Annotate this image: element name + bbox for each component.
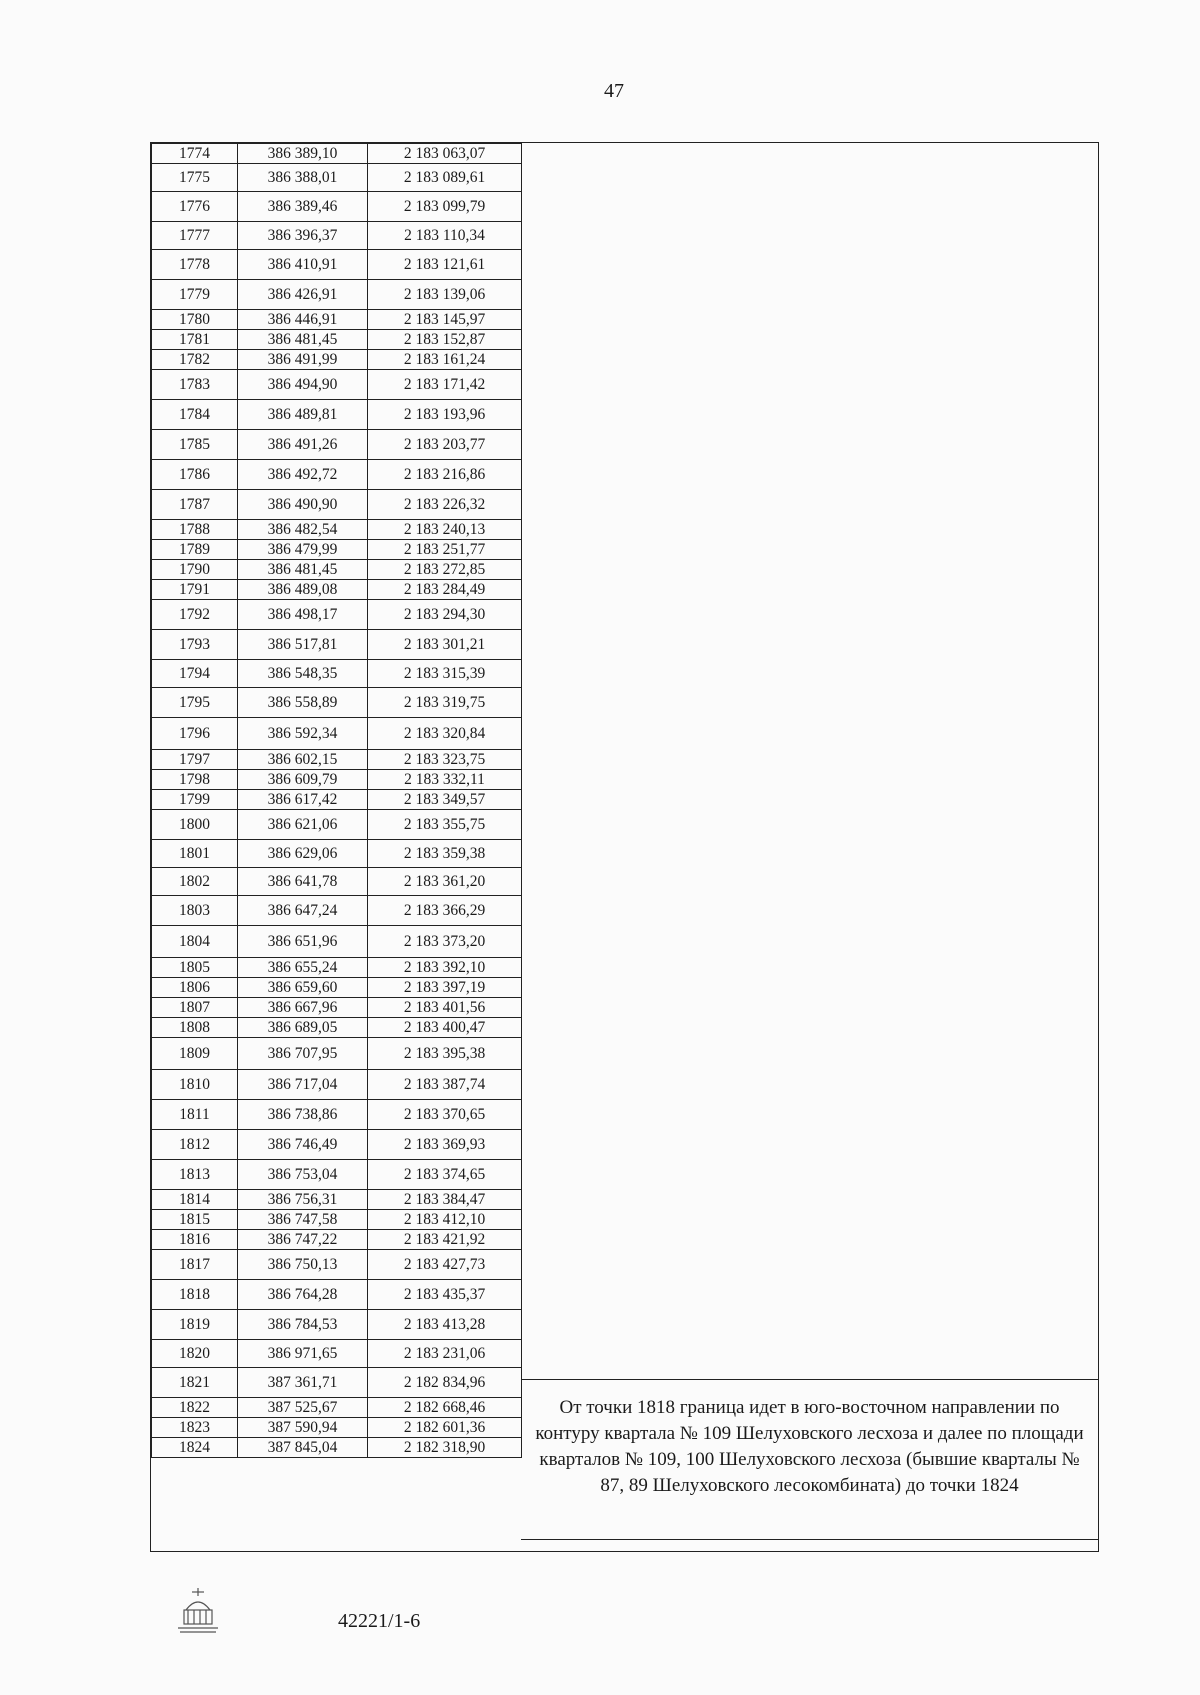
x-coordinate-cell: 386 548,35	[238, 660, 368, 688]
x-coordinate-cell: 386 396,37	[238, 222, 368, 250]
table-row	[152, 1160, 522, 1190]
x-coordinate-cell: 386 410,91	[238, 250, 368, 280]
x-coordinate-cell: 386 764,28	[238, 1280, 368, 1310]
x-coordinate-cell: 386 756,31	[238, 1190, 368, 1210]
x-coordinate-cell: 386 490,90	[238, 490, 368, 520]
x-coordinate-cell: 386 641,78	[238, 868, 368, 896]
y-coordinate-cell: 2 182 668,46	[368, 1398, 522, 1418]
x-coordinate-cell: 386 426,91	[238, 280, 368, 310]
x-coordinate-cell: 387 590,94	[238, 1418, 368, 1438]
x-coordinate-cell: 386 482,54	[238, 520, 368, 540]
table-row	[152, 350, 522, 370]
x-coordinate-cell: 386 481,45	[238, 560, 368, 580]
point-number-cell: 1793	[152, 630, 238, 660]
table-row	[152, 790, 522, 810]
point-number-cell: 1813	[152, 1160, 238, 1190]
coordinates-table	[151, 143, 522, 1458]
table-row	[152, 310, 522, 330]
point-number-cell: 1823	[152, 1418, 238, 1438]
x-coordinate-cell: 386 738,86	[238, 1100, 368, 1130]
coordinates-table-body	[152, 144, 522, 1458]
table-row	[152, 1210, 522, 1230]
point-number-cell: 1824	[152, 1438, 238, 1458]
table-row	[152, 1250, 522, 1280]
y-coordinate-cell: 2 183 320,84	[368, 718, 522, 750]
table-row	[152, 1310, 522, 1340]
table-row	[152, 1018, 522, 1038]
table-row	[152, 560, 522, 580]
point-number-cell: 1815	[152, 1210, 238, 1230]
table-row	[152, 1070, 522, 1100]
table-row	[152, 770, 522, 790]
point-number-cell: 1821	[152, 1368, 238, 1398]
y-coordinate-cell: 2 183 121,61	[368, 250, 522, 280]
table-row	[152, 430, 522, 460]
x-coordinate-cell: 386 558,89	[238, 688, 368, 718]
point-number-cell: 1805	[152, 958, 238, 978]
y-coordinate-cell: 2 183 361,20	[368, 868, 522, 896]
x-coordinate-cell: 386 498,17	[238, 600, 368, 630]
y-coordinate-cell: 2 183 384,47	[368, 1190, 522, 1210]
point-number-cell: 1777	[152, 222, 238, 250]
table-row	[152, 1368, 522, 1398]
point-number-cell: 1817	[152, 1250, 238, 1280]
y-coordinate-cell: 2 183 231,06	[368, 1340, 522, 1368]
y-coordinate-cell: 2 183 427,73	[368, 1250, 522, 1280]
document-code: 42221/1-6	[338, 1610, 421, 1632]
page-number: 47	[604, 80, 624, 102]
coordinates-sheet	[150, 142, 1099, 1552]
x-coordinate-cell: 386 388,01	[238, 164, 368, 192]
y-coordinate-cell: 2 183 366,29	[368, 896, 522, 926]
y-coordinate-cell: 2 183 359,38	[368, 840, 522, 868]
y-coordinate-cell: 2 183 171,42	[368, 370, 522, 400]
x-coordinate-cell: 386 617,42	[238, 790, 368, 810]
point-number-cell: 1822	[152, 1398, 238, 1418]
y-coordinate-cell: 2 183 397,19	[368, 978, 522, 998]
point-number-cell: 1814	[152, 1190, 238, 1210]
y-coordinate-cell: 2 183 369,93	[368, 1130, 522, 1160]
y-coordinate-cell: 2 183 272,85	[368, 560, 522, 580]
point-number-cell: 1788	[152, 520, 238, 540]
x-coordinate-cell: 386 517,81	[238, 630, 368, 660]
x-coordinate-cell: 386 717,04	[238, 1070, 368, 1100]
y-coordinate-cell: 2 183 401,56	[368, 998, 522, 1018]
table-row	[152, 490, 522, 520]
point-number-cell: 1791	[152, 580, 238, 600]
x-coordinate-cell: 386 747,22	[238, 1230, 368, 1250]
y-coordinate-cell: 2 183 323,75	[368, 750, 522, 770]
x-coordinate-cell: 386 655,24	[238, 958, 368, 978]
point-number-cell: 1781	[152, 330, 238, 350]
point-number-cell: 1801	[152, 840, 238, 868]
y-coordinate-cell: 2 183 355,75	[368, 810, 522, 840]
x-coordinate-cell: 386 753,04	[238, 1160, 368, 1190]
table-row	[152, 810, 522, 840]
x-coordinate-cell: 386 659,60	[238, 978, 368, 998]
y-coordinate-cell: 2 183 374,65	[368, 1160, 522, 1190]
y-coordinate-cell: 2 183 319,75	[368, 688, 522, 718]
point-number-cell: 1812	[152, 1130, 238, 1160]
x-coordinate-cell: 386 491,26	[238, 430, 368, 460]
point-number-cell: 1819	[152, 1310, 238, 1340]
table-row	[152, 600, 522, 630]
table-row	[152, 192, 522, 222]
table-row	[152, 400, 522, 430]
boundary-description: От точки 1818 граница идет в юго-восточном направлении по контуру квартала № 109 Шелуховского лесхоза и далее по площади кварталов № 109, 100 Шелуховского лесхоза (бывшие кварталы № 87, 89 Шелуховского лесокомбината) до точки 1824	[535, 1397, 1084, 1496]
point-number-cell: 1818	[152, 1280, 238, 1310]
point-number-cell: 1795	[152, 688, 238, 718]
table-row	[152, 1190, 522, 1210]
point-number-cell: 1776	[152, 192, 238, 222]
point-number-cell: 1806	[152, 978, 238, 998]
table-row	[152, 1130, 522, 1160]
y-coordinate-cell: 2 183 387,74	[368, 1070, 522, 1100]
point-number-cell: 1798	[152, 770, 238, 790]
table-row	[152, 370, 522, 400]
x-coordinate-cell: 386 592,34	[238, 718, 368, 750]
table-row	[152, 222, 522, 250]
stamp-logo-icon	[170, 1584, 226, 1638]
table-row	[152, 1398, 522, 1418]
y-coordinate-cell: 2 182 834,96	[368, 1368, 522, 1398]
point-number-cell: 1807	[152, 998, 238, 1018]
y-coordinate-cell: 2 183 395,38	[368, 1038, 522, 1070]
x-coordinate-cell: 386 389,46	[238, 192, 368, 222]
point-number-cell: 1775	[152, 164, 238, 192]
table-row	[152, 164, 522, 192]
table-row	[152, 1280, 522, 1310]
x-coordinate-cell: 386 750,13	[238, 1250, 368, 1280]
y-coordinate-cell: 2 183 421,92	[368, 1230, 522, 1250]
y-coordinate-cell: 2 183 203,77	[368, 430, 522, 460]
table-row	[152, 540, 522, 560]
y-coordinate-cell: 2 183 373,20	[368, 926, 522, 958]
y-coordinate-cell: 2 183 152,87	[368, 330, 522, 350]
x-coordinate-cell: 386 747,58	[238, 1210, 368, 1230]
table-row	[152, 958, 522, 978]
x-coordinate-cell: 386 389,10	[238, 144, 368, 164]
point-number-cell: 1804	[152, 926, 238, 958]
x-coordinate-cell: 386 689,05	[238, 1018, 368, 1038]
point-number-cell: 1800	[152, 810, 238, 840]
x-coordinate-cell: 386 492,72	[238, 460, 368, 490]
x-coordinate-cell: 387 845,04	[238, 1438, 368, 1458]
point-number-cell: 1780	[152, 310, 238, 330]
x-coordinate-cell: 386 489,08	[238, 580, 368, 600]
y-coordinate-cell: 2 183 301,21	[368, 630, 522, 660]
table-row	[152, 1230, 522, 1250]
table-row	[152, 1438, 522, 1458]
y-coordinate-cell: 2 182 601,36	[368, 1418, 522, 1438]
y-coordinate-cell: 2 183 332,11	[368, 770, 522, 790]
x-coordinate-cell: 386 494,90	[238, 370, 368, 400]
table-row	[152, 660, 522, 688]
point-number-cell: 1786	[152, 460, 238, 490]
table-row	[152, 688, 522, 718]
point-number-cell: 1782	[152, 350, 238, 370]
table-row	[152, 460, 522, 490]
table-row	[152, 718, 522, 750]
table-row	[152, 250, 522, 280]
point-number-cell: 1799	[152, 790, 238, 810]
point-number-cell: 1803	[152, 896, 238, 926]
y-coordinate-cell: 2 183 139,06	[368, 280, 522, 310]
x-coordinate-cell: 386 479,99	[238, 540, 368, 560]
y-coordinate-cell: 2 183 370,65	[368, 1100, 522, 1130]
x-coordinate-cell: 386 602,15	[238, 750, 368, 770]
point-number-cell: 1808	[152, 1018, 238, 1038]
point-number-cell: 1779	[152, 280, 238, 310]
point-number-cell: 1785	[152, 430, 238, 460]
y-coordinate-cell: 2 183 284,49	[368, 580, 522, 600]
y-coordinate-cell: 2 183 251,77	[368, 540, 522, 560]
table-row	[152, 896, 522, 926]
table-row	[152, 978, 522, 998]
point-number-cell: 1796	[152, 718, 238, 750]
table-row	[152, 998, 522, 1018]
table-row	[152, 144, 522, 164]
y-coordinate-cell: 2 183 161,24	[368, 350, 522, 370]
point-number-cell: 1809	[152, 1038, 238, 1070]
y-coordinate-cell: 2 183 089,61	[368, 164, 522, 192]
point-number-cell: 1787	[152, 490, 238, 520]
x-coordinate-cell: 386 491,99	[238, 350, 368, 370]
point-number-cell: 1778	[152, 250, 238, 280]
point-number-cell: 1789	[152, 540, 238, 560]
y-coordinate-cell: 2 183 435,37	[368, 1280, 522, 1310]
y-coordinate-cell: 2 183 110,34	[368, 222, 522, 250]
table-row	[152, 330, 522, 350]
x-coordinate-cell: 386 621,06	[238, 810, 368, 840]
point-number-cell: 1790	[152, 560, 238, 580]
x-coordinate-cell: 386 651,96	[238, 926, 368, 958]
x-coordinate-cell: 386 446,91	[238, 310, 368, 330]
table-row	[152, 630, 522, 660]
table-row	[152, 1418, 522, 1438]
description-bottom-rule	[521, 1539, 1098, 1540]
x-coordinate-cell: 386 489,81	[238, 400, 368, 430]
point-number-cell: 1783	[152, 370, 238, 400]
table-row	[152, 1340, 522, 1368]
table-row	[152, 868, 522, 896]
point-number-cell: 1797	[152, 750, 238, 770]
y-coordinate-cell: 2 183 145,97	[368, 310, 522, 330]
point-number-cell: 1792	[152, 600, 238, 630]
x-coordinate-cell: 386 481,45	[238, 330, 368, 350]
x-coordinate-cell: 386 629,06	[238, 840, 368, 868]
y-coordinate-cell: 2 183 226,32	[368, 490, 522, 520]
table-row	[152, 926, 522, 958]
point-number-cell: 1820	[152, 1340, 238, 1368]
x-coordinate-cell: 386 707,95	[238, 1038, 368, 1070]
y-coordinate-cell: 2 183 349,57	[368, 790, 522, 810]
table-row	[152, 840, 522, 868]
y-coordinate-cell: 2 183 193,96	[368, 400, 522, 430]
y-coordinate-cell: 2 183 412,10	[368, 1210, 522, 1230]
x-coordinate-cell: 386 784,53	[238, 1310, 368, 1340]
x-coordinate-cell: 386 647,24	[238, 896, 368, 926]
point-number-cell: 1811	[152, 1100, 238, 1130]
table-row	[152, 580, 522, 600]
table-row	[152, 280, 522, 310]
point-number-cell: 1802	[152, 868, 238, 896]
description-top-rule	[521, 1379, 1098, 1380]
table-row	[152, 520, 522, 540]
y-coordinate-cell: 2 182 318,90	[368, 1438, 522, 1458]
x-coordinate-cell: 386 746,49	[238, 1130, 368, 1160]
y-coordinate-cell: 2 183 400,47	[368, 1018, 522, 1038]
x-coordinate-cell: 387 525,67	[238, 1398, 368, 1418]
table-row	[152, 1038, 522, 1070]
x-coordinate-cell: 386 667,96	[238, 998, 368, 1018]
y-coordinate-cell: 2 183 392,10	[368, 958, 522, 978]
x-coordinate-cell: 387 361,71	[238, 1368, 368, 1398]
table-row	[152, 750, 522, 770]
y-coordinate-cell: 2 183 099,79	[368, 192, 522, 222]
y-coordinate-cell: 2 183 315,39	[368, 660, 522, 688]
point-number-cell: 1810	[152, 1070, 238, 1100]
x-coordinate-cell: 386 971,65	[238, 1340, 368, 1368]
point-number-cell: 1784	[152, 400, 238, 430]
y-coordinate-cell: 2 183 216,86	[368, 460, 522, 490]
point-number-cell: 1774	[152, 144, 238, 164]
x-coordinate-cell: 386 609,79	[238, 770, 368, 790]
table-row	[152, 1100, 522, 1130]
y-coordinate-cell: 2 183 413,28	[368, 1310, 522, 1340]
y-coordinate-cell: 2 183 063,07	[368, 144, 522, 164]
point-number-cell: 1794	[152, 660, 238, 688]
y-coordinate-cell: 2 183 294,30	[368, 600, 522, 630]
point-number-cell: 1816	[152, 1230, 238, 1250]
y-coordinate-cell: 2 183 240,13	[368, 520, 522, 540]
